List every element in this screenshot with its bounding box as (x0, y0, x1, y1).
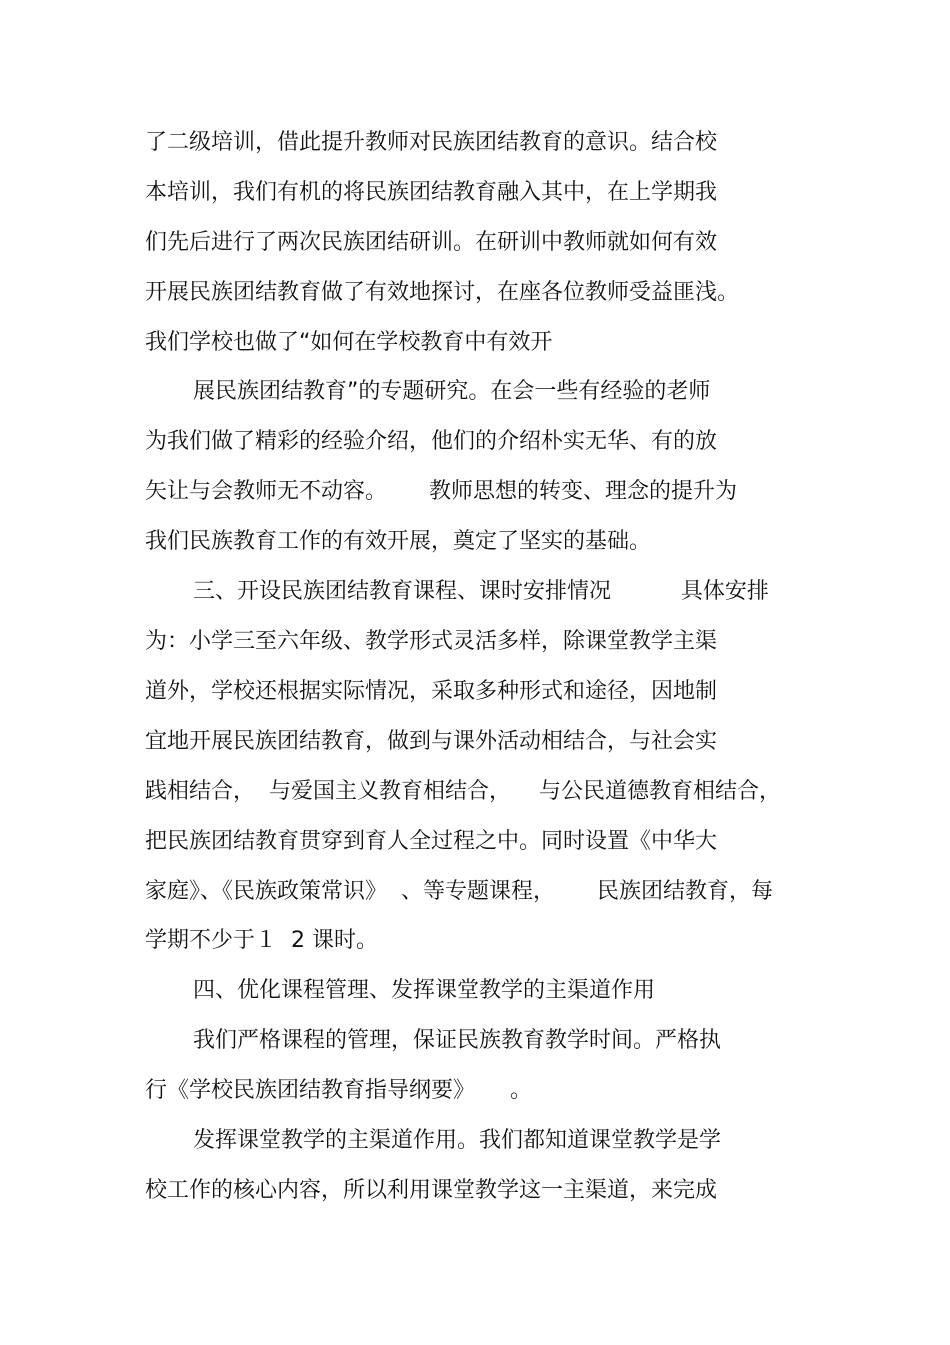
text-line-21: 发挥课堂教学的主渠道作用。我们都知道课堂教学是学 (193, 1128, 722, 1153)
text-line-13: 宜地开展民族团结教育，做到与课外活动相结合，与社会实 (145, 729, 718, 754)
text-line-2: 本培训，我们有机的将民族团结教育融入其中，在上学期我 (145, 180, 718, 205)
section-heading-4: 四、优化课程管理、发挥课堂教学的主渠道作用 (193, 978, 656, 1003)
text-line-8: 矢让与会教师无不动容。 教师思想的转变、理念的提升为 (145, 479, 737, 504)
text-line-19: 我们严格课程的管理，保证民族教育教学时间。严格执 (193, 1028, 722, 1053)
text-line-9: 我们民族教育工作的有效开展，奠定了坚实的基础。 (145, 529, 652, 554)
text-line-16: 家庭》、《民族政策常识》 、等专题课程， 民族团结教育，每 (145, 879, 773, 904)
text-line-20: 行《学校民族团结教育指导纲要》 。 (145, 1078, 532, 1103)
text-line-14: 践相结合， 与爱国主义教育相结合， 与公民道德教育相结合， (145, 779, 781, 804)
text-line-1: 了二级培训，借此提升教师对民族团结教育的意识。结合校 (145, 130, 718, 155)
text-line-5: 我们学校也做了“如何在学校教育中有效开 (145, 330, 553, 355)
section-heading-3: 三、开设民族团结教育课程、课时安排情况 具体安排 (193, 579, 769, 604)
text-line-6: 展民族团结教育”的专题研究。在会一些有经验的老师 (193, 379, 711, 404)
text-line-22: 校工作的核心内容，所以利用课堂教学这一主渠道，来完成 (145, 1178, 718, 1203)
text-line-4: 开展民族团结教育做了有效地探讨，在座各位教师受益匪浅。 (145, 280, 740, 305)
text-line-7: 为我们做了精彩的经验介绍，他们的介绍朴实无华、有的放 (145, 429, 718, 454)
text-line-3: 们先后进行了两次民族团结研训。在研训中教师就如何有效 (145, 230, 718, 255)
text-line-15: 把民族团结教育贯穿到育人全过程之中。同时设置《中华大 (145, 829, 718, 854)
text-line-17: 学期不少于１ 2 课时。 (145, 928, 378, 953)
text-line-12: 道外，学校还根据实际情况，采取多种形式和途径，因地制 (145, 679, 718, 704)
text-line-11: 为：小学三至六年级、教学形式灵活多样，除课堂教学主渠 (145, 629, 718, 654)
